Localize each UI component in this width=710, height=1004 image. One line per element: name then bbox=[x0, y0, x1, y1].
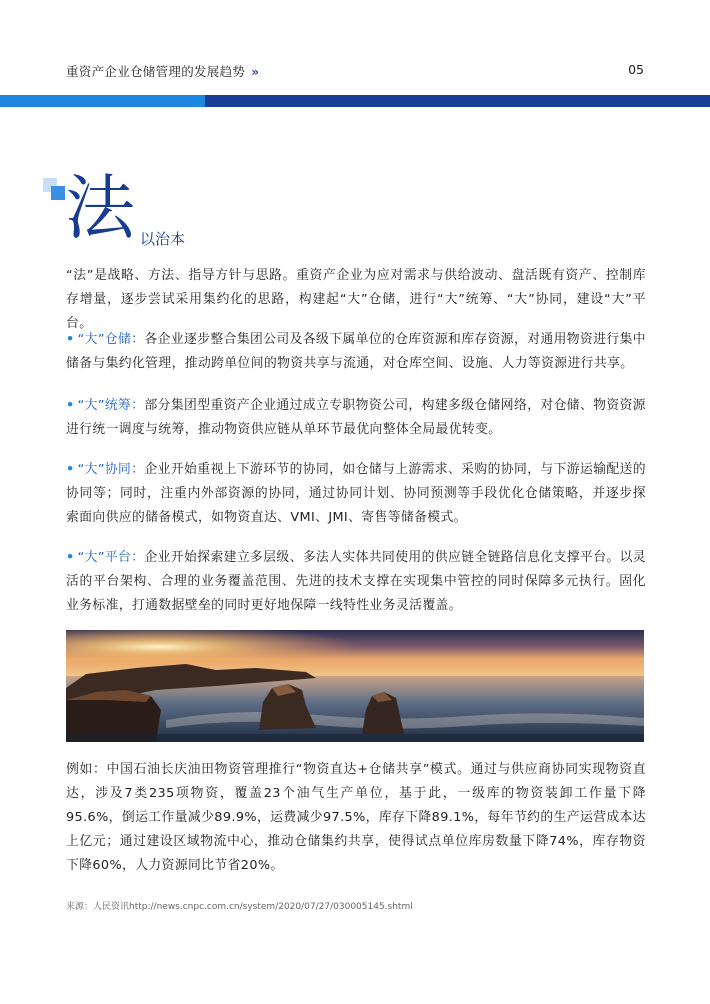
decorative-square-blue bbox=[51, 186, 65, 200]
header-title bbox=[66, 62, 257, 80]
bullet-heading: “大”仓储： bbox=[77, 332, 145, 347]
bullet-heading: “大”统筹： bbox=[77, 398, 145, 413]
coastal-sunset-photo bbox=[66, 630, 644, 742]
header-color-bar bbox=[0, 95, 710, 107]
header-bar-dark-segment bbox=[205, 95, 710, 107]
bullet-heading: “大”协同： bbox=[77, 462, 145, 477]
bullet-icon: • bbox=[66, 332, 75, 347]
example-paragraph: 例如：中国石油长庆油田物资管理推行“物资直达+仓储共享”模式。通过与供应商协同实现物资直达，涉及7类235项物资，覆盖23个油气生产单位，基于此，一级库的物资装卸工作量下降95.6%，倒运工作量减少89.9%，运费减少97.5%，库存下降89.1%，每年节约的生产运营成本达上亿元；通过建设区域物流中心，推动仓储集约共享，使得试点单位库房数量下降74%，库存物资下降60%，人力资源同比节省20%。 bbox=[66, 762, 646, 873]
bullet-text: 企业开始探索建立多层级、多法人实体共同使用的供应链全链路信息化支撑平台。以灵活的平台架构、合理的业务覆盖范围、先进的技术支撑在实现集中管控的同时保障多元执行。固化业务标准，打通数据壁垒的同时更好地保障一线特性业务灵活覆盖。 bbox=[66, 550, 646, 613]
section-subtitle: 以治本 bbox=[140, 230, 186, 248]
coastal-sunset-illustration bbox=[66, 630, 644, 742]
source-note: 来源：人民资讯http://news.cnpc.com.cn/system/2020/07/27/030005145.shtml bbox=[66, 902, 413, 912]
header-title-text: 重资产企业仓储管理的发展趋势 bbox=[66, 64, 246, 79]
bullet-icon: • bbox=[66, 550, 75, 565]
section-big-character: 法 bbox=[65, 167, 135, 249]
bullet-text: 企业开始重视上下游环节的协同，如仓储与上游需求、采购的协同，与下游运输配送的协同等；同时，注重内外部资源的协同，通过协同计划、协同预测等手段优化仓储策略，并逐步探索面向供应的储备模式，如物资直达、VMI、JMI、寄售等储备模式。 bbox=[66, 462, 646, 525]
chevron-right-icon: » bbox=[251, 65, 257, 79]
bullet-icon: • bbox=[66, 398, 75, 413]
bullet-heading: “大”平台： bbox=[77, 550, 145, 565]
bullet-item bbox=[66, 394, 646, 442]
bullet-item bbox=[66, 458, 646, 530]
intro-paragraph: “法”是战略、方法、指导方针与思路。重资产企业为应对需求与供给波动、盘活既有资产、控制库存增量，逐步尝试采用集约化的思路，构建起“大”仓储，进行“大”统筹、“大”协同，建设“大”平台。 bbox=[66, 268, 646, 331]
bullet-item bbox=[66, 546, 646, 618]
bullet-item bbox=[66, 328, 646, 376]
bullet-icon: • bbox=[66, 462, 75, 477]
header-bar-light-segment bbox=[0, 95, 205, 107]
page-number: 05 bbox=[628, 62, 644, 77]
bullet-text: 部分集团型重资产企业通过成立专职物资公司，构建多级仓储网络，对仓储、物资资源进行统一调度与统筹，推动物资供应链从单环节最优向整体全局最优转变。 bbox=[66, 398, 646, 437]
bullet-text: 各企业逐步整合集团公司及各级下属单位的仓库资源和库存资源，对通用物资进行集中储备与集约化管理，推动跨单位间的物资共享与流通，对仓库空间、设施、人力等资源进行共享。 bbox=[66, 332, 646, 371]
